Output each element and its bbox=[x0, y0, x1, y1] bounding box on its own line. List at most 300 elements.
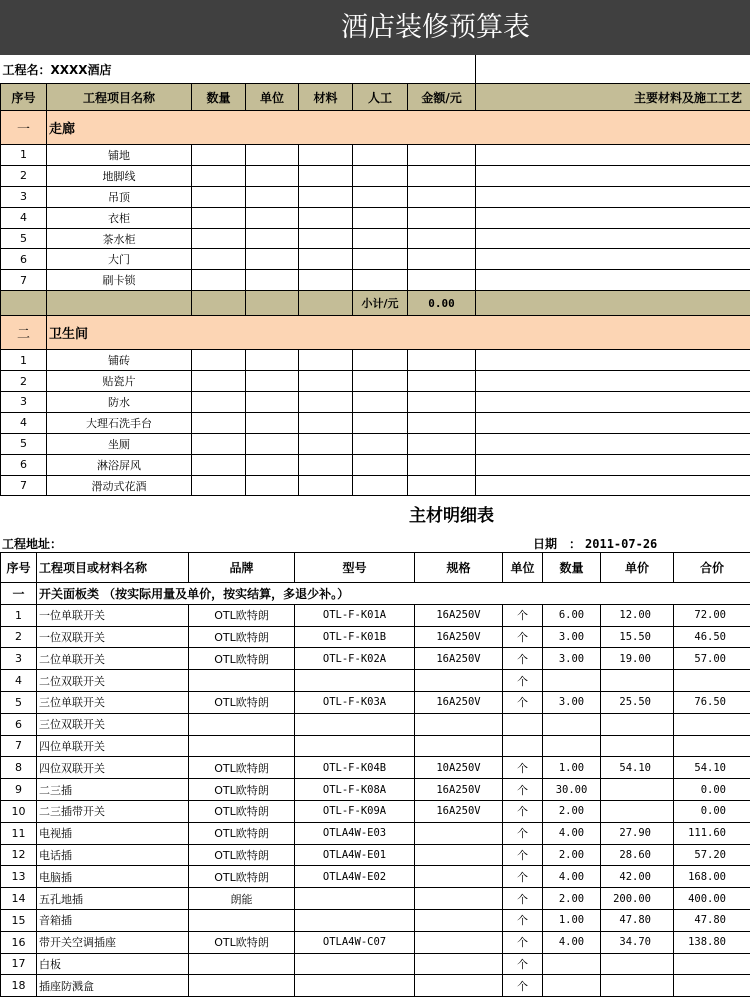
empty-cell[interactable] bbox=[246, 433, 299, 454]
material-no[interactable]: 18 bbox=[1, 975, 37, 997]
material-unit[interactable]: 个 bbox=[503, 757, 543, 779]
empty-cell[interactable] bbox=[192, 475, 246, 496]
material-total[interactable] bbox=[674, 735, 750, 757]
empty-cell[interactable] bbox=[299, 207, 353, 228]
material-model[interactable] bbox=[295, 909, 415, 931]
material-header-cell[interactable]: 合价 bbox=[674, 553, 750, 583]
empty-cell[interactable] bbox=[353, 207, 408, 228]
empty-cell[interactable] bbox=[299, 249, 353, 270]
empty-cell[interactable] bbox=[353, 392, 408, 413]
material-model[interactable]: OTL-F-K08A bbox=[295, 779, 415, 801]
material-price[interactable] bbox=[601, 800, 674, 822]
material-qty[interactable] bbox=[543, 670, 601, 692]
empty-cell[interactable] bbox=[246, 371, 299, 392]
material-unit[interactable]: 个 bbox=[503, 604, 543, 626]
material-brand[interactable] bbox=[189, 975, 295, 997]
category-name[interactable]: 开关面板类 （按实际用量及单价，按实结算，多退少补。） bbox=[37, 583, 750, 605]
material-header-cell[interactable]: 品牌 bbox=[189, 553, 295, 583]
item-name[interactable]: 地脚线 bbox=[47, 165, 192, 186]
material-spec[interactable] bbox=[415, 888, 503, 910]
empty-cell[interactable] bbox=[408, 228, 476, 249]
item-no[interactable]: 3 bbox=[1, 186, 47, 207]
material-unit[interactable]: 个 bbox=[503, 648, 543, 670]
material-total[interactable]: 111.60 bbox=[674, 822, 750, 844]
empty-cell[interactable] bbox=[476, 145, 750, 166]
material-name[interactable]: 二位双联开关 bbox=[37, 670, 189, 692]
item-name[interactable]: 衣柜 bbox=[47, 207, 192, 228]
budget-header-cell[interactable]: 金额/元 bbox=[408, 84, 476, 111]
empty-cell[interactable] bbox=[408, 249, 476, 270]
empty-cell[interactable] bbox=[246, 392, 299, 413]
material-header-cell[interactable]: 单价 bbox=[601, 553, 674, 583]
budget-header-cell[interactable]: 材料 bbox=[299, 84, 353, 111]
empty-cell[interactable] bbox=[192, 270, 246, 291]
item-name[interactable]: 铺砖 bbox=[47, 350, 192, 371]
empty-cell[interactable] bbox=[353, 433, 408, 454]
material-name[interactable]: 电脑插 bbox=[37, 866, 189, 888]
item-name[interactable]: 刷卡锁 bbox=[47, 270, 192, 291]
material-qty[interactable]: 4.00 bbox=[543, 866, 601, 888]
material-no[interactable]: 15 bbox=[1, 909, 37, 931]
material-spec[interactable] bbox=[415, 866, 503, 888]
material-spec[interactable]: 10A250V bbox=[415, 757, 503, 779]
empty-cell[interactable] bbox=[192, 165, 246, 186]
budget-header-cell[interactable]: 人工 bbox=[353, 84, 408, 111]
material-header-cell[interactable]: 工程项目或材料名称 bbox=[37, 553, 189, 583]
budget-header-cell[interactable]: 数量 bbox=[192, 84, 246, 111]
material-qty[interactable]: 4.00 bbox=[543, 822, 601, 844]
empty-cell[interactable] bbox=[476, 270, 750, 291]
item-name[interactable]: 大门 bbox=[47, 249, 192, 270]
empty-cell[interactable] bbox=[246, 412, 299, 433]
empty-cell[interactable] bbox=[476, 392, 750, 413]
item-no[interactable]: 1 bbox=[1, 350, 47, 371]
material-price[interactable]: 27.90 bbox=[601, 822, 674, 844]
material-no[interactable]: 13 bbox=[1, 866, 37, 888]
material-spec[interactable]: 16A250V bbox=[415, 691, 503, 713]
empty-cell[interactable] bbox=[476, 228, 750, 249]
empty-cell[interactable] bbox=[476, 433, 750, 454]
material-total[interactable] bbox=[674, 713, 750, 735]
empty-cell[interactable] bbox=[299, 371, 353, 392]
empty-cell[interactable] bbox=[408, 165, 476, 186]
material-price[interactable]: 19.00 bbox=[601, 648, 674, 670]
material-name[interactable]: 插座防溅盒 bbox=[37, 975, 189, 997]
material-name[interactable]: 五孔地插 bbox=[37, 888, 189, 910]
material-brand[interactable]: OTL欧特朗 bbox=[189, 931, 295, 953]
material-model[interactable]: OTL-F-K02A bbox=[295, 648, 415, 670]
empty-cell[interactable] bbox=[299, 475, 353, 496]
material-model[interactable] bbox=[295, 975, 415, 997]
subtotal-value[interactable]: 0.00 bbox=[408, 291, 476, 316]
material-spec[interactable] bbox=[415, 975, 503, 997]
material-model[interactable]: OTLA4W-E01 bbox=[295, 844, 415, 866]
subtotal-blank[interactable] bbox=[47, 291, 192, 316]
material-unit[interactable]: 个 bbox=[503, 670, 543, 692]
material-unit[interactable]: 个 bbox=[503, 691, 543, 713]
material-brand[interactable] bbox=[189, 713, 295, 735]
material-name[interactable]: 白板 bbox=[37, 953, 189, 975]
material-model[interactable] bbox=[295, 888, 415, 910]
material-price[interactable]: 200.00 bbox=[601, 888, 674, 910]
material-no[interactable]: 11 bbox=[1, 822, 37, 844]
empty-cell[interactable] bbox=[246, 454, 299, 475]
material-no[interactable]: 16 bbox=[1, 931, 37, 953]
material-total[interactable]: 400.00 bbox=[674, 888, 750, 910]
material-header-cell[interactable]: 数量 bbox=[543, 553, 601, 583]
material-spec[interactable] bbox=[415, 844, 503, 866]
empty-cell[interactable] bbox=[246, 249, 299, 270]
material-price[interactable]: 25.50 bbox=[601, 691, 674, 713]
material-name[interactable]: 二位单联开关 bbox=[37, 648, 189, 670]
item-name[interactable]: 大理石洗手台 bbox=[47, 412, 192, 433]
budget-header-cell[interactable]: 序号 bbox=[1, 84, 47, 111]
material-qty[interactable]: 2.00 bbox=[543, 888, 601, 910]
material-no[interactable]: 3 bbox=[1, 648, 37, 670]
budget-header-cell[interactable]: 单位 bbox=[246, 84, 299, 111]
material-name[interactable]: 一位单联开关 bbox=[37, 604, 189, 626]
material-price[interactable] bbox=[601, 735, 674, 757]
empty-cell[interactable] bbox=[408, 186, 476, 207]
material-model[interactable]: OTL-F-K01A bbox=[295, 604, 415, 626]
material-name[interactable]: 三位双联开关 bbox=[37, 713, 189, 735]
material-name[interactable]: 电视插 bbox=[37, 822, 189, 844]
item-name[interactable]: 防水 bbox=[47, 392, 192, 413]
empty-cell[interactable] bbox=[299, 270, 353, 291]
material-price[interactable] bbox=[601, 713, 674, 735]
material-name[interactable]: 四位单联开关 bbox=[37, 735, 189, 757]
material-brand[interactable] bbox=[189, 953, 295, 975]
empty-cell[interactable] bbox=[353, 371, 408, 392]
material-unit[interactable]: 个 bbox=[503, 822, 543, 844]
material-no[interactable]: 4 bbox=[1, 670, 37, 692]
project-name-cell[interactable]: 工程名：XXXX酒店 bbox=[1, 55, 476, 84]
subtotal-blank[interactable] bbox=[299, 291, 353, 316]
empty-cell[interactable] bbox=[476, 412, 750, 433]
material-unit[interactable]: 个 bbox=[503, 975, 543, 997]
material-model[interactable]: OTLA4W-C07 bbox=[295, 931, 415, 953]
empty-cell[interactable] bbox=[353, 350, 408, 371]
material-name[interactable]: 四位双联开关 bbox=[37, 757, 189, 779]
empty-cell[interactable] bbox=[353, 165, 408, 186]
empty-cell[interactable] bbox=[476, 454, 750, 475]
material-name[interactable]: 二三插带开关 bbox=[37, 800, 189, 822]
material-total[interactable]: 72.00 bbox=[674, 604, 750, 626]
subtotal-blank[interactable] bbox=[192, 291, 246, 316]
empty-cell[interactable] bbox=[192, 454, 246, 475]
material-price[interactable] bbox=[601, 975, 674, 997]
material-total[interactable]: 76.50 bbox=[674, 691, 750, 713]
empty-cell[interactable] bbox=[192, 145, 246, 166]
empty-cell[interactable] bbox=[408, 433, 476, 454]
material-total[interactable]: 57.00 bbox=[674, 648, 750, 670]
empty-cell[interactable] bbox=[299, 433, 353, 454]
empty-cell[interactable] bbox=[246, 186, 299, 207]
material-header-cell[interactable]: 序号 bbox=[1, 553, 37, 583]
material-brand[interactable]: OTL欧特朗 bbox=[189, 866, 295, 888]
empty-cell[interactable] bbox=[353, 270, 408, 291]
item-name[interactable]: 铺地 bbox=[47, 145, 192, 166]
empty-cell[interactable] bbox=[299, 350, 353, 371]
category-index[interactable]: 一 bbox=[1, 583, 37, 605]
empty-cell[interactable] bbox=[246, 270, 299, 291]
material-brand[interactable]: OTL欧特朗 bbox=[189, 626, 295, 648]
section-index[interactable]: 一 bbox=[1, 111, 47, 145]
empty-cell[interactable] bbox=[246, 145, 299, 166]
material-spec[interactable] bbox=[415, 670, 503, 692]
empty-cell[interactable] bbox=[353, 475, 408, 496]
material-unit[interactable] bbox=[503, 713, 543, 735]
material-qty[interactable] bbox=[543, 713, 601, 735]
empty-cell[interactable] bbox=[299, 165, 353, 186]
empty-cell[interactable] bbox=[192, 249, 246, 270]
material-model[interactable] bbox=[295, 953, 415, 975]
empty-cell[interactable] bbox=[353, 186, 408, 207]
empty-cell[interactable] bbox=[353, 454, 408, 475]
material-model[interactable] bbox=[295, 670, 415, 692]
material-unit[interactable]: 个 bbox=[503, 931, 543, 953]
material-brand[interactable]: OTL欧特朗 bbox=[189, 844, 295, 866]
item-no[interactable]: 4 bbox=[1, 207, 47, 228]
empty-cell[interactable] bbox=[299, 454, 353, 475]
empty-cell[interactable] bbox=[299, 392, 353, 413]
item-no[interactable]: 6 bbox=[1, 454, 47, 475]
material-no[interactable]: 14 bbox=[1, 888, 37, 910]
item-name[interactable]: 贴瓷片 bbox=[47, 371, 192, 392]
material-spec[interactable] bbox=[415, 822, 503, 844]
material-spec[interactable]: 16A250V bbox=[415, 604, 503, 626]
material-model[interactable]: OTL-F-K04B bbox=[295, 757, 415, 779]
item-no[interactable]: 5 bbox=[1, 433, 47, 454]
material-model[interactable]: OTLA4W-E03 bbox=[295, 822, 415, 844]
material-name[interactable]: 三位单联开关 bbox=[37, 691, 189, 713]
material-total[interactable] bbox=[674, 975, 750, 997]
item-no[interactable]: 2 bbox=[1, 165, 47, 186]
material-unit[interactable]: 个 bbox=[503, 909, 543, 931]
empty-cell[interactable] bbox=[353, 228, 408, 249]
item-name[interactable]: 坐厕 bbox=[47, 433, 192, 454]
material-total[interactable]: 47.80 bbox=[674, 909, 750, 931]
subtotal-blank[interactable] bbox=[246, 291, 299, 316]
empty-cell[interactable] bbox=[408, 454, 476, 475]
material-unit[interactable] bbox=[503, 735, 543, 757]
material-qty[interactable]: 30.00 bbox=[543, 779, 601, 801]
material-header-cell[interactable]: 单位 bbox=[503, 553, 543, 583]
item-no[interactable]: 7 bbox=[1, 475, 47, 496]
material-brand[interactable] bbox=[189, 670, 295, 692]
material-model[interactable] bbox=[295, 735, 415, 757]
material-no[interactable]: 10 bbox=[1, 800, 37, 822]
empty-cell[interactable] bbox=[299, 186, 353, 207]
material-qty[interactable] bbox=[543, 953, 601, 975]
empty-cell[interactable] bbox=[408, 270, 476, 291]
material-qty[interactable]: 2.00 bbox=[543, 800, 601, 822]
empty-cell[interactable] bbox=[299, 145, 353, 166]
material-header-cell[interactable]: 型号 bbox=[295, 553, 415, 583]
empty-cell[interactable] bbox=[476, 475, 750, 496]
item-no[interactable]: 5 bbox=[1, 228, 47, 249]
empty-cell[interactable] bbox=[408, 475, 476, 496]
item-no[interactable]: 6 bbox=[1, 249, 47, 270]
empty-cell[interactable] bbox=[299, 412, 353, 433]
material-brand[interactable]: OTL欧特朗 bbox=[189, 779, 295, 801]
material-no[interactable]: 5 bbox=[1, 691, 37, 713]
material-spec[interactable] bbox=[415, 953, 503, 975]
empty-cell[interactable] bbox=[192, 392, 246, 413]
material-qty[interactable]: 1.00 bbox=[543, 757, 601, 779]
empty-cell[interactable] bbox=[408, 371, 476, 392]
material-price[interactable]: 28.60 bbox=[601, 844, 674, 866]
material-name[interactable]: 音箱插 bbox=[37, 909, 189, 931]
item-no[interactable]: 7 bbox=[1, 270, 47, 291]
empty-cell[interactable] bbox=[192, 371, 246, 392]
empty-cell[interactable] bbox=[408, 392, 476, 413]
material-total[interactable]: 138.80 bbox=[674, 931, 750, 953]
material-no[interactable]: 6 bbox=[1, 713, 37, 735]
material-brand[interactable]: OTL欧特朗 bbox=[189, 822, 295, 844]
material-price[interactable] bbox=[601, 670, 674, 692]
material-name[interactable]: 带开关空调插座 bbox=[37, 931, 189, 953]
project-name-right-cell[interactable] bbox=[476, 55, 750, 84]
item-no[interactable]: 3 bbox=[1, 392, 47, 413]
item-no[interactable]: 2 bbox=[1, 371, 47, 392]
material-spec[interactable]: 16A250V bbox=[415, 648, 503, 670]
material-no[interactable]: 8 bbox=[1, 757, 37, 779]
empty-cell[interactable] bbox=[476, 371, 750, 392]
material-qty[interactable]: 3.00 bbox=[543, 691, 601, 713]
material-qty[interactable] bbox=[543, 975, 601, 997]
material-model[interactable] bbox=[295, 713, 415, 735]
empty-cell[interactable] bbox=[246, 165, 299, 186]
empty-cell[interactable] bbox=[408, 412, 476, 433]
material-no[interactable]: 9 bbox=[1, 779, 37, 801]
material-price[interactable]: 54.10 bbox=[601, 757, 674, 779]
material-no[interactable]: 17 bbox=[1, 953, 37, 975]
material-spec[interactable] bbox=[415, 713, 503, 735]
material-unit[interactable]: 个 bbox=[503, 953, 543, 975]
empty-cell[interactable] bbox=[353, 145, 408, 166]
material-price[interactable] bbox=[601, 779, 674, 801]
material-qty[interactable] bbox=[543, 735, 601, 757]
material-unit[interactable]: 个 bbox=[503, 800, 543, 822]
item-no[interactable]: 4 bbox=[1, 412, 47, 433]
material-qty[interactable]: 6.00 bbox=[543, 604, 601, 626]
material-model[interactable]: OTL-F-K09A bbox=[295, 800, 415, 822]
material-brand[interactable]: OTL欧特朗 bbox=[189, 648, 295, 670]
material-header-cell[interactable]: 规格 bbox=[415, 553, 503, 583]
empty-cell[interactable] bbox=[476, 207, 750, 228]
material-total[interactable]: 57.20 bbox=[674, 844, 750, 866]
material-unit[interactable]: 个 bbox=[503, 779, 543, 801]
empty-cell[interactable] bbox=[476, 165, 750, 186]
material-model[interactable]: OTL-F-K01B bbox=[295, 626, 415, 648]
empty-cell[interactable] bbox=[246, 207, 299, 228]
material-price[interactable]: 34.70 bbox=[601, 931, 674, 953]
section-index[interactable]: 二 bbox=[1, 316, 47, 350]
empty-cell[interactable] bbox=[353, 249, 408, 270]
material-spec[interactable]: 16A250V bbox=[415, 779, 503, 801]
material-no[interactable]: 12 bbox=[1, 844, 37, 866]
empty-cell[interactable] bbox=[192, 207, 246, 228]
material-spec[interactable] bbox=[415, 931, 503, 953]
material-unit[interactable]: 个 bbox=[503, 888, 543, 910]
empty-cell[interactable] bbox=[246, 350, 299, 371]
empty-cell[interactable] bbox=[192, 433, 246, 454]
material-total[interactable]: 46.50 bbox=[674, 626, 750, 648]
material-price[interactable]: 47.80 bbox=[601, 909, 674, 931]
material-name[interactable]: 一位双联开关 bbox=[37, 626, 189, 648]
material-unit[interactable]: 个 bbox=[503, 844, 543, 866]
material-price[interactable]: 42.00 bbox=[601, 866, 674, 888]
empty-cell[interactable] bbox=[353, 412, 408, 433]
material-price[interactable] bbox=[601, 953, 674, 975]
empty-cell[interactable] bbox=[192, 186, 246, 207]
item-name[interactable]: 吊顶 bbox=[47, 186, 192, 207]
material-brand[interactable]: OTL欧特朗 bbox=[189, 800, 295, 822]
material-total[interactable]: 0.00 bbox=[674, 800, 750, 822]
material-spec[interactable]: 16A250V bbox=[415, 626, 503, 648]
subtotal-label[interactable]: 小计/元 bbox=[353, 291, 408, 316]
material-name[interactable]: 二三插 bbox=[37, 779, 189, 801]
item-name[interactable]: 淋浴屏风 bbox=[47, 454, 192, 475]
material-qty[interactable]: 2.00 bbox=[543, 844, 601, 866]
material-unit[interactable]: 个 bbox=[503, 866, 543, 888]
material-total[interactable]: 54.10 bbox=[674, 757, 750, 779]
section-name[interactable]: 走廊 bbox=[47, 111, 750, 145]
material-total[interactable] bbox=[674, 953, 750, 975]
item-name[interactable]: 滑动式花酒 bbox=[47, 475, 192, 496]
material-no[interactable]: 1 bbox=[1, 604, 37, 626]
empty-cell[interactable] bbox=[299, 228, 353, 249]
material-model[interactable]: OTLA4W-E02 bbox=[295, 866, 415, 888]
material-brand[interactable]: 朗能 bbox=[189, 888, 295, 910]
empty-cell[interactable] bbox=[192, 350, 246, 371]
material-spec[interactable]: 16A250V bbox=[415, 800, 503, 822]
empty-cell[interactable] bbox=[476, 186, 750, 207]
item-name[interactable]: 茶水柜 bbox=[47, 228, 192, 249]
empty-cell[interactable] bbox=[476, 249, 750, 270]
budget-header-cell[interactable]: 工程项目名称 bbox=[47, 84, 192, 111]
budget-header-cell[interactable]: 主要材料及施工工艺 bbox=[476, 84, 750, 111]
material-spec[interactable] bbox=[415, 735, 503, 757]
material-spec[interactable] bbox=[415, 909, 503, 931]
material-qty[interactable]: 1.00 bbox=[543, 909, 601, 931]
empty-cell[interactable] bbox=[192, 412, 246, 433]
material-price[interactable]: 15.50 bbox=[601, 626, 674, 648]
material-qty[interactable]: 3.00 bbox=[543, 648, 601, 670]
material-brand[interactable] bbox=[189, 909, 295, 931]
material-no[interactable]: 7 bbox=[1, 735, 37, 757]
material-total[interactable]: 0.00 bbox=[674, 779, 750, 801]
material-name[interactable]: 电话插 bbox=[37, 844, 189, 866]
material-qty[interactable]: 3.00 bbox=[543, 626, 601, 648]
empty-cell[interactable] bbox=[476, 350, 750, 371]
material-unit[interactable]: 个 bbox=[503, 626, 543, 648]
material-qty[interactable]: 4.00 bbox=[543, 931, 601, 953]
empty-cell[interactable] bbox=[246, 228, 299, 249]
subtotal-blank[interactable] bbox=[1, 291, 47, 316]
material-brand[interactable] bbox=[189, 735, 295, 757]
item-no[interactable]: 1 bbox=[1, 145, 47, 166]
subtotal-blank[interactable] bbox=[476, 291, 750, 316]
empty-cell[interactable] bbox=[192, 228, 246, 249]
material-brand[interactable]: OTL欧特朗 bbox=[189, 757, 295, 779]
section-name[interactable]: 卫生间 bbox=[47, 316, 750, 350]
material-brand[interactable]: OTL欧特朗 bbox=[189, 691, 295, 713]
material-total[interactable]: 168.00 bbox=[674, 866, 750, 888]
empty-cell[interactable] bbox=[246, 475, 299, 496]
material-brand[interactable]: OTL欧特朗 bbox=[189, 604, 295, 626]
